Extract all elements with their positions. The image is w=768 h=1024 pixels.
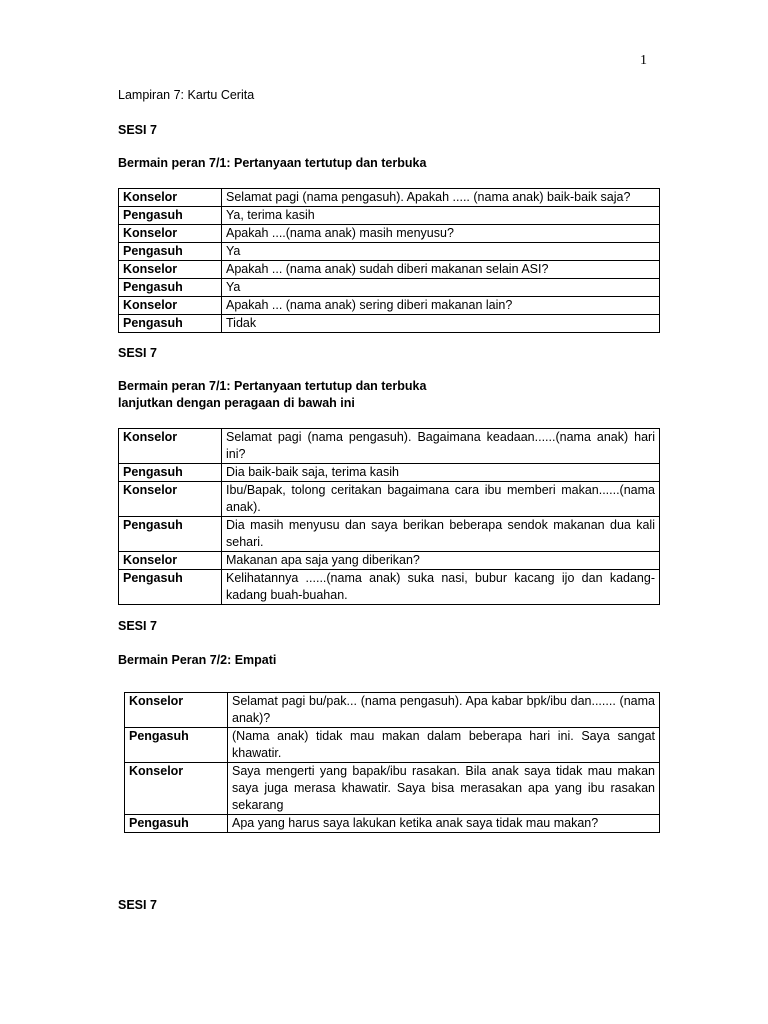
role-cell: Konselor [119, 482, 222, 517]
dialog-cell: Selamat pagi (nama pengasuh). Apakah ..... (nama anak) baik-baik saja? [222, 189, 660, 207]
dialog-cell: Ya, terima kasih [222, 207, 660, 225]
role-cell: Pengasuh [119, 315, 222, 333]
role-cell: Pengasuh [119, 570, 222, 605]
sesi-heading-3: SESI 7 [118, 619, 157, 633]
role-cell: Pengasuh [119, 243, 222, 261]
sesi-heading-2: SESI 7 [118, 346, 157, 360]
table-row [119, 279, 660, 297]
section-title-2: Bermain peran 7/1: Pertanyaan tertutup dan terbuka [118, 379, 427, 393]
table-row [119, 429, 660, 464]
role-cell: Pengasuh [125, 728, 228, 763]
table-row [119, 243, 660, 261]
table-row [119, 482, 660, 517]
table-row [119, 315, 660, 333]
page-number: 1 [640, 53, 647, 68]
table-row [119, 570, 660, 605]
role-cell: Konselor [119, 261, 222, 279]
role-cell: Pengasuh [125, 815, 228, 833]
dialog-cell: Apakah ....(nama anak) masih menyusu? [222, 225, 660, 243]
dialog-cell: Selamat pagi (nama pengasuh). Bagaimana keadaan......(nama anak) hari ini? [222, 429, 660, 464]
table-row [125, 815, 660, 833]
dialog-cell: Makanan apa saja yang diberikan? [222, 552, 660, 570]
dialog-cell: Saya mengerti yang bapak/ibu rasakan. Bila anak saya tidak mau makan saya juga merasa khawatir. Saya bisa merasakan apa yang ibu rasakan sekarang [228, 763, 660, 815]
dialog-cell: Apakah ... (nama anak) sering diberi makanan lain? [222, 297, 660, 315]
dialog-table-1 [118, 188, 660, 333]
table-row [119, 297, 660, 315]
table-row [119, 207, 660, 225]
section-title-3: Bermain Peran 7/2: Empati [118, 653, 277, 667]
dialog-table-2 [118, 428, 660, 605]
dialog-cell: Ya [222, 279, 660, 297]
dialog-cell: Apa yang harus saya lakukan ketika anak saya tidak mau makan? [228, 815, 660, 833]
section-title-1: Bermain peran 7/1: Pertanyaan tertutup dan terbuka [118, 156, 427, 170]
dialog-cell: Kelihatannya ......(nama anak) suka nasi, bubur kacang ijo dan kadang-kadang buah-buahan. [222, 570, 660, 605]
sesi-heading-1: SESI 7 [118, 123, 157, 137]
role-cell: Konselor [119, 189, 222, 207]
table-row [119, 261, 660, 279]
table-row [119, 464, 660, 482]
table-row [125, 728, 660, 763]
role-cell: Konselor [125, 693, 228, 728]
table-row [119, 552, 660, 570]
role-cell: Pengasuh [119, 464, 222, 482]
dialog-cell: Ya [222, 243, 660, 261]
role-cell: Pengasuh [119, 279, 222, 297]
table-row [119, 189, 660, 207]
sesi-heading-4: SESI 7 [118, 898, 157, 912]
dialog-table-3 [124, 692, 660, 833]
section-subtitle-2: lanjutkan dengan peragaan di bawah ini [118, 396, 355, 410]
table-row [125, 763, 660, 815]
dialog-cell: Selamat pagi bu/pak... (nama pengasuh). Apa kabar bpk/ibu dan....... (nama anak)? [228, 693, 660, 728]
dialog-cell: Dia masih menyusu dan saya berikan beberapa sendok makanan dua kali sehari. [222, 517, 660, 552]
dialog-cell: (Nama anak) tidak mau makan dalam beberapa hari ini. Saya sangat khawatir. [228, 728, 660, 763]
lampiran-heading: Lampiran 7: Kartu Cerita [118, 88, 255, 102]
role-cell: Konselor [119, 429, 222, 464]
role-cell: Konselor [125, 763, 228, 815]
role-cell: Konselor [119, 225, 222, 243]
dialog-cell: Apakah ... (nama anak) sudah diberi makanan selain ASI? [222, 261, 660, 279]
dialog-cell: Dia baik-baik saja, terima kasih [222, 464, 660, 482]
dialog-cell: Tidak [222, 315, 660, 333]
table-row [119, 517, 660, 552]
role-cell: Pengasuh [119, 207, 222, 225]
role-cell: Konselor [119, 297, 222, 315]
table-row [119, 225, 660, 243]
role-cell: Pengasuh [119, 517, 222, 552]
table-row [125, 693, 660, 728]
role-cell: Konselor [119, 552, 222, 570]
dialog-cell: Ibu/Bapak, tolong ceritakan bagaimana cara ibu memberi makan......(nama anak). [222, 482, 660, 517]
